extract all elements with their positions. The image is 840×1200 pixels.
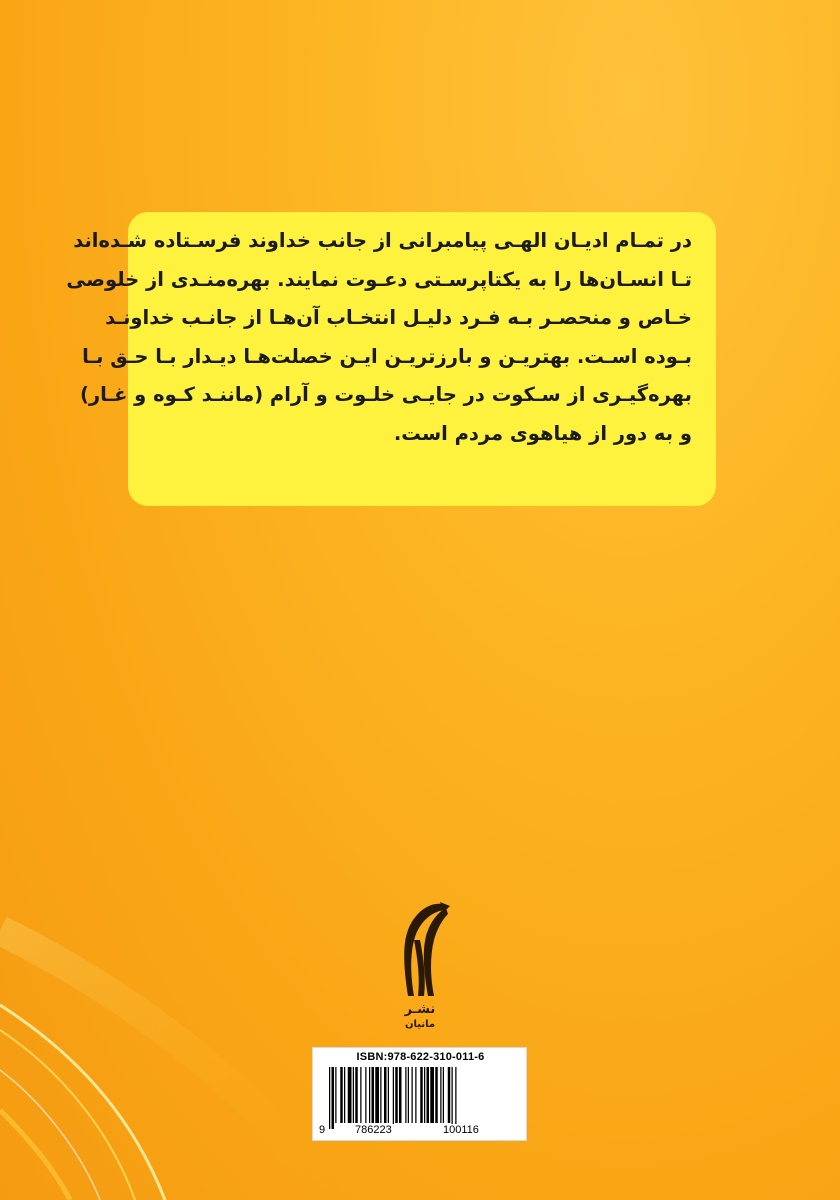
barcode-left-digits: 786223: [355, 1124, 392, 1136]
barcode-bar: [427, 1067, 430, 1123]
barcode-bar: [375, 1067, 379, 1123]
barcode-bar: [355, 1067, 358, 1123]
barcode-bar: [340, 1067, 343, 1123]
barcode-bar: [395, 1067, 398, 1123]
barcode-bar: [415, 1067, 416, 1123]
barcode-bar: [353, 1067, 354, 1123]
barcode-bar: [440, 1067, 441, 1123]
blurb-text-box: [66, 212, 716, 506]
barcode-bar: [384, 1067, 387, 1123]
barcode-bar: [452, 1067, 453, 1129]
blurb-line: تـا انسـان‌ها را به یکتاپرسـتی دعـوت نمایند. بهره‌منـدی از خلوصی: [66, 267, 692, 291]
barcode-bar: [420, 1067, 423, 1123]
barcode-bar: [448, 1067, 451, 1123]
barcode-first-digit: 9: [319, 1124, 326, 1136]
barcode-bar: [348, 1067, 352, 1123]
barcode-bars: [329, 1067, 515, 1129]
barcode-bar: [380, 1067, 381, 1123]
barcode-bar: [388, 1067, 389, 1123]
barcode-bar: [369, 1067, 370, 1123]
barcode-bar: [335, 1067, 336, 1123]
barcode-bar: [372, 1067, 375, 1123]
barcode-bar: [408, 1067, 409, 1123]
barcode-bar: [405, 1067, 406, 1123]
blurb-line: خـاص و منحصـر بـه فـرد دلیـل انتخـاب آن‌هـا از جانـب خداونـد: [105, 306, 692, 329]
blurb-line: بهره‌گیـری از سـکوت در جایـی خلـوت و آرام (ماننـد کـوه و غـار): [79, 383, 692, 406]
barcode-bar: [344, 1067, 345, 1123]
barcode-bar: [455, 1067, 456, 1129]
barcode-bar: [360, 1067, 361, 1123]
publisher-label: نشـر: [404, 1002, 436, 1017]
barcode-bar: [424, 1067, 425, 1123]
barcode-bar: [332, 1067, 335, 1129]
blurb-line: بـوده اسـت. بهتریـن و بارزتریـن ایـن خصلت‌هـا دیـدار بـا حـق بـا: [82, 344, 692, 368]
blurb-line: و به دور از هیاهوی مردم است.: [393, 421, 692, 445]
blurb-line: در تمـام ادیـان الهـی پیامبرانی از جانب خداوند فرسـتاده شـده‌اند: [73, 229, 692, 252]
barcode-bar: [430, 1067, 434, 1123]
isbn-label: ISBN:978-622-310-011-6: [356, 1051, 485, 1063]
barcode-bar: [329, 1067, 330, 1129]
publisher-name: مانیان: [404, 1019, 436, 1030]
barcode-bar: [365, 1067, 366, 1123]
barcode-right-digits: 100116: [443, 1124, 479, 1136]
barcode-bar: [399, 1067, 402, 1123]
barcode-bar: [435, 1067, 438, 1123]
barcode-bar: [412, 1067, 413, 1123]
isbn-barcode: [312, 1047, 527, 1141]
barcode-bar: [393, 1067, 394, 1129]
barcode-bar: [443, 1067, 444, 1123]
